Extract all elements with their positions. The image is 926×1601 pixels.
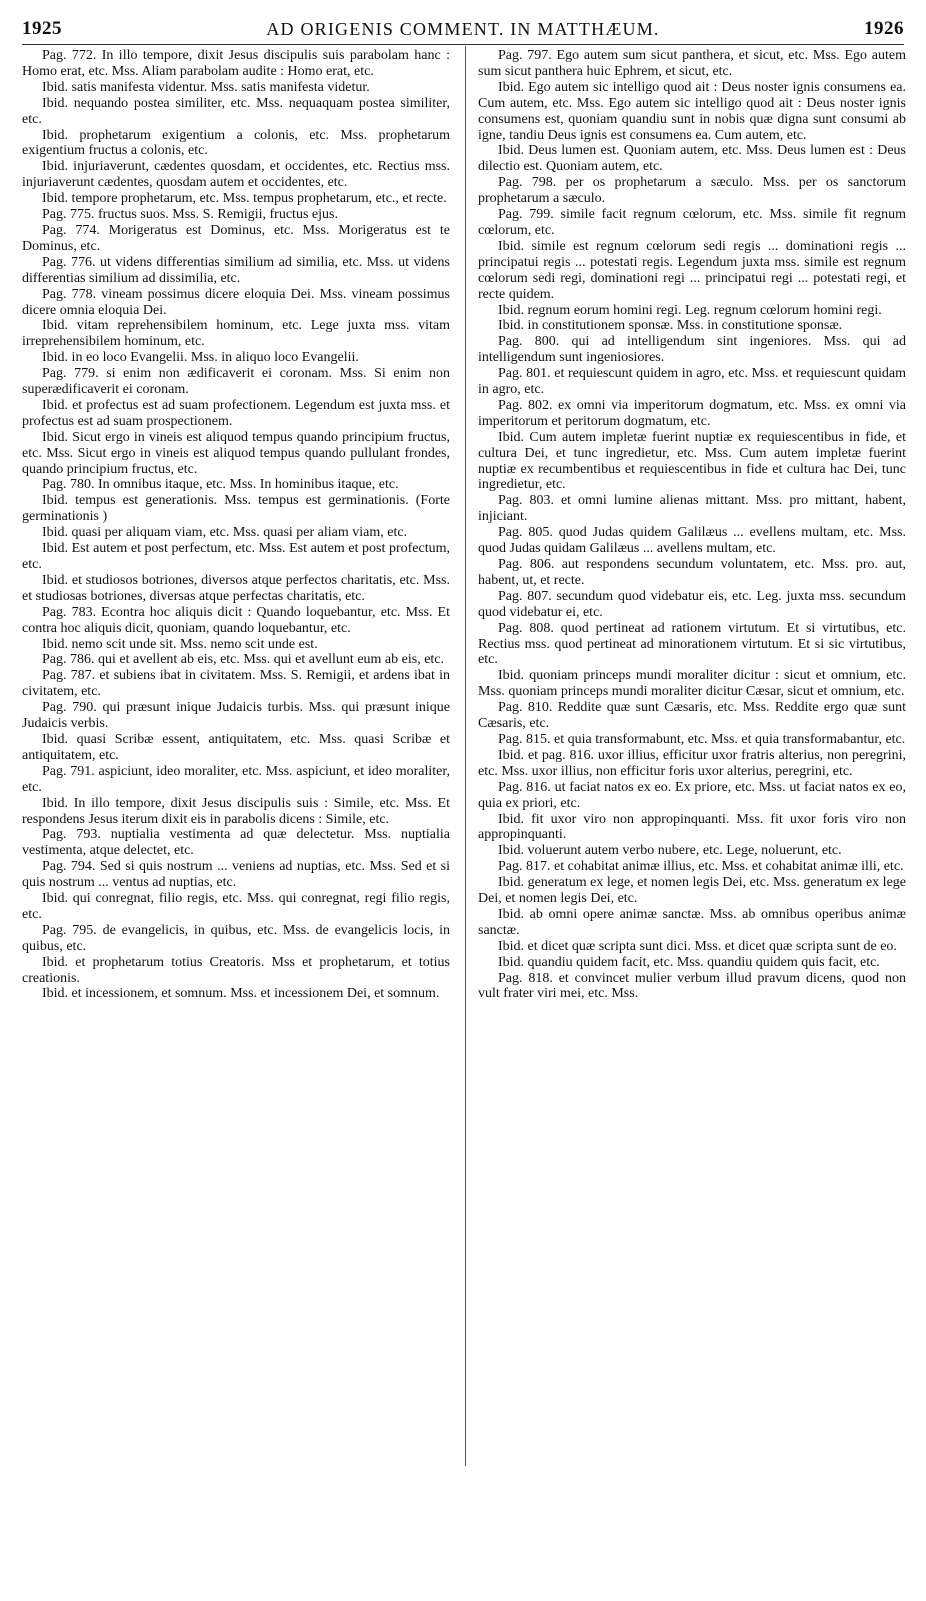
note-entry: Pag. 776. ut videns differentias similium ad similia, etc. Mss. ut videns differentias similium ad dissimilia, etc.: [22, 254, 450, 286]
note-entry: Pag. 783. Econtra hoc aliquis dicit : Quando loquebantur, etc. Mss. Et contra hoc aliquis dicit, quoniam, quando loquebantur, etc.: [22, 604, 450, 636]
note-entry: Pag. 808. quod pertineat ad rationem virtutum. Et si virtutibus, etc. Rectius mss. quod pertineat ad minorationem virtutum. Et si sic virtutibus, etc.: [478, 620, 906, 668]
note-entry: Pag. 786. qui et avellent ab eis, etc. Mss. qui et avellunt eum ab eis, etc.: [42, 652, 445, 668]
note-entry: Ibid. et prophetarum totius Creatoris. Mss et prophetarum, et totius creationis.: [22, 954, 450, 986]
note-entry: Ibid. et profectus est ad suam profectionem. Legendum est juxta mss. et profectus est ad suam prospectionem.: [22, 397, 450, 429]
note-entry: Ibid. tempore prophetarum, etc. Mss. tempus prophetarum, etc., et recte.: [42, 191, 447, 207]
column-separator: [465, 46, 466, 1466]
right-column: [478, 48, 906, 1002]
note-entry: Ibid. Cum autem impletæ fuerint nuptiæ ex requiescentibus in fide, et cultura Dei, et tunc ingredietur, etc. Mss. Cum autem impletæ fuerint nuptiæ ex recumbentibus et requiescentibus in fide et cultura hac Dei, tunc ingredietur, etc.: [478, 429, 906, 493]
note-entry: Pag. 801. et requiescunt quidem in agro, etc. Mss. et requiescunt quidam in agro, etc.: [478, 366, 906, 398]
note-entry: Ibid. in eo loco Evangelii. Mss. in aliquo loco Evangelii.: [42, 350, 359, 366]
note-entry: Pag. 805. quod Judas quidem Galilæus ... evellens multam, etc. Mss. quod Judas quidam Galilæus ... avellens multam, etc.: [478, 525, 906, 557]
note-entry: Ibid. nemo scit unde sit. Mss. nemo scit unde est.: [42, 636, 318, 652]
note-entry: Ibid. et pag. 816. uxor illius, efficitur uxor fratris alterius, non peregrini, etc. Mss. uxor illius, non efficitur foris uxor alterius, peregrini, etc.: [478, 747, 906, 779]
header-rule: [22, 44, 904, 45]
note-entry: Pag. 810. Reddite quæ sunt Cæsaris, etc. Mss. Reddite ergo quæ sunt Cæsaris, etc.: [478, 700, 906, 732]
left-page-number: 1925: [22, 18, 62, 39]
note-entry: Ibid. tempus est generationis. Mss. tempus est germinationis. (Forte germinationis ): [22, 493, 450, 525]
note-entry: Pag. 778. vineam possimus dicere eloquia Dei. Mss. vineam possimus dicere omnia eloquia Dei.: [22, 286, 450, 318]
note-entry: Pag. 780. In omnibus itaque, etc. Mss. In hominibus itaque, etc.: [42, 477, 399, 493]
note-entry: Ibid. voluerunt autem verbo nubere, etc. Lege, noluerunt, etc.: [498, 843, 842, 859]
note-entry: Ibid. simile est regnum cœlorum sedi regis ... dominationi regis ... principatui regis ... potestati regis. Legendum juxta mss. simile est regnum cœlorum sedi regi, dominationi regi ... principatui regi ... potestati regi, et recte quidem.: [478, 238, 906, 302]
running-title: AD ORIGENIS COMMENT. IN MATTHÆUM.: [266, 18, 660, 39]
running-header: [22, 14, 904, 44]
note-entry: Pag. 802. ex omni via imperitorum dogmatum, etc. Mss. ex omni via imperitorum et peritorum dogmatum, etc.: [478, 397, 906, 429]
note-entry: Ibid. quandiu quidem facit, etc. Mss. quandiu quidem quis facit, etc.: [498, 954, 880, 970]
note-entry: Pag. 803. et omni lumine alienas mittant. Mss. pro mittant, habent, injiciant.: [478, 493, 906, 525]
note-entry: Pag. 775. fructus suos. Mss. S. Remigii, fructus ejus.: [42, 207, 338, 223]
note-entry: Ibid. quasi per aliquam viam, etc. Mss. quasi per aliam viam, etc.: [42, 525, 408, 541]
note-entry: Pag. 807. secundum quod videbatur eis, etc. Leg. juxta mss. secundum quod videbatur ei, etc.: [478, 588, 906, 620]
note-entry: Ibid. qui conregnat, filio regis, etc. Mss. qui conregnat, regi filio regis, etc.: [22, 891, 450, 922]
note-entry: Ibid. in constitutionem sponsæ. Mss. in constitutione sponsæ.: [498, 318, 843, 334]
right-page-number: 1926: [863, 18, 904, 39]
note-entry: Pag. 795. de evangelicis, in quibus, etc. Mss. de evangelicis locis, in quibus, etc.: [22, 922, 450, 954]
note-entry: Ibid. fit uxor viro non appropinquanti. Mss. fit uxor foris viro non appropinquanti.: [478, 811, 906, 843]
note-entry: Ibid. In illo tempore, dixit Jesus discipulis suis : Simile, etc. Mss. Et respondens Jesus iterum dixit eis in parabolis dicens : Simile, etc.: [22, 795, 450, 827]
note-entry: Ibid. prophetarum exigentium a colonis, etc. Mss. prophetarum exigentium fructus a colonis, etc.: [22, 127, 450, 159]
note-entry: Ibid. satis manifesta videntur. Mss. satis manifesta videtur.: [42, 79, 370, 95]
left-column: [22, 48, 450, 1002]
note-entry: Ibid. nequando postea similiter, etc. Mss. nequaquam postea similiter, etc.: [22, 95, 450, 127]
note-entry: Ibid. Ego autem sic intelligo quod ait : Deus noster ignis consumens ea. Cum autem, etc. Mss. Ego autem sic intelligo quod ait : Deus noster ignis consumens est, quoniam quandiu sunt in nobis quæ digna sunt consumi ab igne, tandiu Deus ignis est consumens ea. Cum autem, etc.: [478, 79, 906, 143]
note-entry: Pag. 797. Ego autem sum sicut panthera, et sicut, etc. Mss. Ego autem sum sicut panthera huic Ephrem, et sicut, etc.: [478, 48, 906, 79]
note-entry: Ibid. et incessionem, et somnum. Mss. et incessionem Dei, et somnum.: [42, 986, 440, 1002]
note-entry: Pag. 790. qui præsunt inique Judaicis turbis. Mss. qui præsunt inique Judaicis verbis.: [22, 700, 450, 732]
note-entry: Ibid. Deus lumen est. Quoniam autem, etc. Mss. Deus lumen est : Deus dilectio est. Quoniam autem, etc.: [478, 143, 906, 175]
note-entry: Pag. 818. et convincet mulier verbum illud pravum dicens, quod non vult frater viri mei, etc. Mss.: [478, 970, 906, 1002]
note-entry: Ibid. et studiosos botriones, diversos atque perfectos charitatis, etc. Mss. et studiosas botriones, diversas atque perfectas charitatis, etc.: [22, 572, 450, 604]
note-entry: Pag. 787. et subiens ibat in civitatem. Mss. S. Remigii, et ardens ibat in civitatem, etc.: [22, 668, 450, 700]
note-entry: Pag. 800. qui ad intelligendum sint ingeniores. Mss. qui ad intelligendum sunt ingeniosiores.: [478, 334, 906, 366]
note-entry: Pag. 817. et cohabitat animæ illius, etc. Mss. et cohabitat animæ illi, etc.: [498, 859, 904, 875]
note-entry: Ibid. Sicut ergo in vineis est aliquod tempus quando principium fructus, etc. Mss. Sicut ergo in vineis est aliquod tempus quando pullulant frondes, quando principium fructus, etc.: [22, 429, 450, 477]
note-entry: Pag. 799. simile facit regnum cœlorum, etc. Mss. simile fit regnum cœlorum, etc.: [478, 207, 906, 238]
note-entry: Ibid. regnum eorum homini regi. Leg. regnum cœlorum homini regi.: [498, 302, 882, 318]
note-entry: Pag. 772. In illo tempore, dixit Jesus discipulis suis parabolam hanc : Homo erat, etc. Mss. Aliam parabolam audite : Homo erat, etc.: [22, 48, 450, 79]
note-entry: Pag. 794. Sed si quis nostrum ... veniens ad nuptias, etc. Mss. Sed et si quis nostrum ... ventus ad nuptias, etc.: [22, 859, 450, 891]
note-entry: Ibid. ab omni opere animæ sanctæ. Mss. ab omnibus operibus animæ sanctæ.: [478, 906, 906, 938]
note-entry: Pag. 806. aut respondens secundum voluntatem, etc. Mss. pro. aut, habent, ut, et recte.: [478, 557, 906, 588]
note-entry: Pag. 774. Morigeratus est Dominus, etc. Mss. Morigeratus est te Dominus, etc.: [22, 222, 450, 254]
note-entry: Pag. 791. aspiciunt, ideo moraliter, etc. Mss. aspiciunt, et ideo moraliter, etc.: [22, 763, 450, 795]
note-entry: Ibid. generatum ex lege, et nomen legis Dei, etc. Mss. generatum ex lege Dei, et nomen legis Dei, etc.: [478, 875, 906, 907]
note-entry: Pag. 793. nuptialia vestimenta ad quæ delectetur. Mss. nuptialia vestimenta, atque delectet, etc.: [22, 827, 450, 859]
note-entry: Pag. 815. et quia transformabunt, etc. Mss. et quia transformabantur, etc.: [498, 731, 906, 747]
note-entry: Ibid. quoniam princeps mundi moraliter dicitur : sicut et omnium, etc. Mss. quoniam princeps mundi moraliter dicitur Cæsar, sicut et omnium, etc.: [478, 668, 906, 700]
note-entry: Pag. 816. ut faciat natos ex eo. Ex priore, etc. Mss. ut faciat natos ex eo, quia ex priori, etc.: [478, 779, 906, 811]
note-entry: Ibid. et dicet quæ scripta sunt dici. Mss. et dicet quæ scripta sunt de eo.: [498, 938, 897, 954]
note-entry: Pag. 779. si enim non ædificaverit ei coronam. Mss. Si enim non superædificaverit ei coronam.: [22, 366, 450, 398]
note-entry: Ibid. Est autem et post perfectum, etc. Mss. Est autem et post profectum, etc.: [22, 541, 450, 572]
note-entry: Ibid. vitam reprehensibilem hominum, etc. Lege juxta mss. vitam irreprehensibilem hominum, etc.: [22, 318, 450, 350]
note-entry: Ibid. quasi Scribæ essent, antiquitatem, etc. Mss. quasi Scribæ et antiquitatem, etc.: [22, 731, 450, 763]
note-entry: Pag. 798. per os prophetarum a sæculo. Mss. per os sanctorum prophetarum a sæculo.: [478, 175, 906, 207]
note-entry: Ibid. injuriaverunt, cædentes quosdam, et occidentes, etc. Rectius mss. injuriaverunt cædentes, quosdam autem et occidentes, etc.: [22, 159, 450, 191]
